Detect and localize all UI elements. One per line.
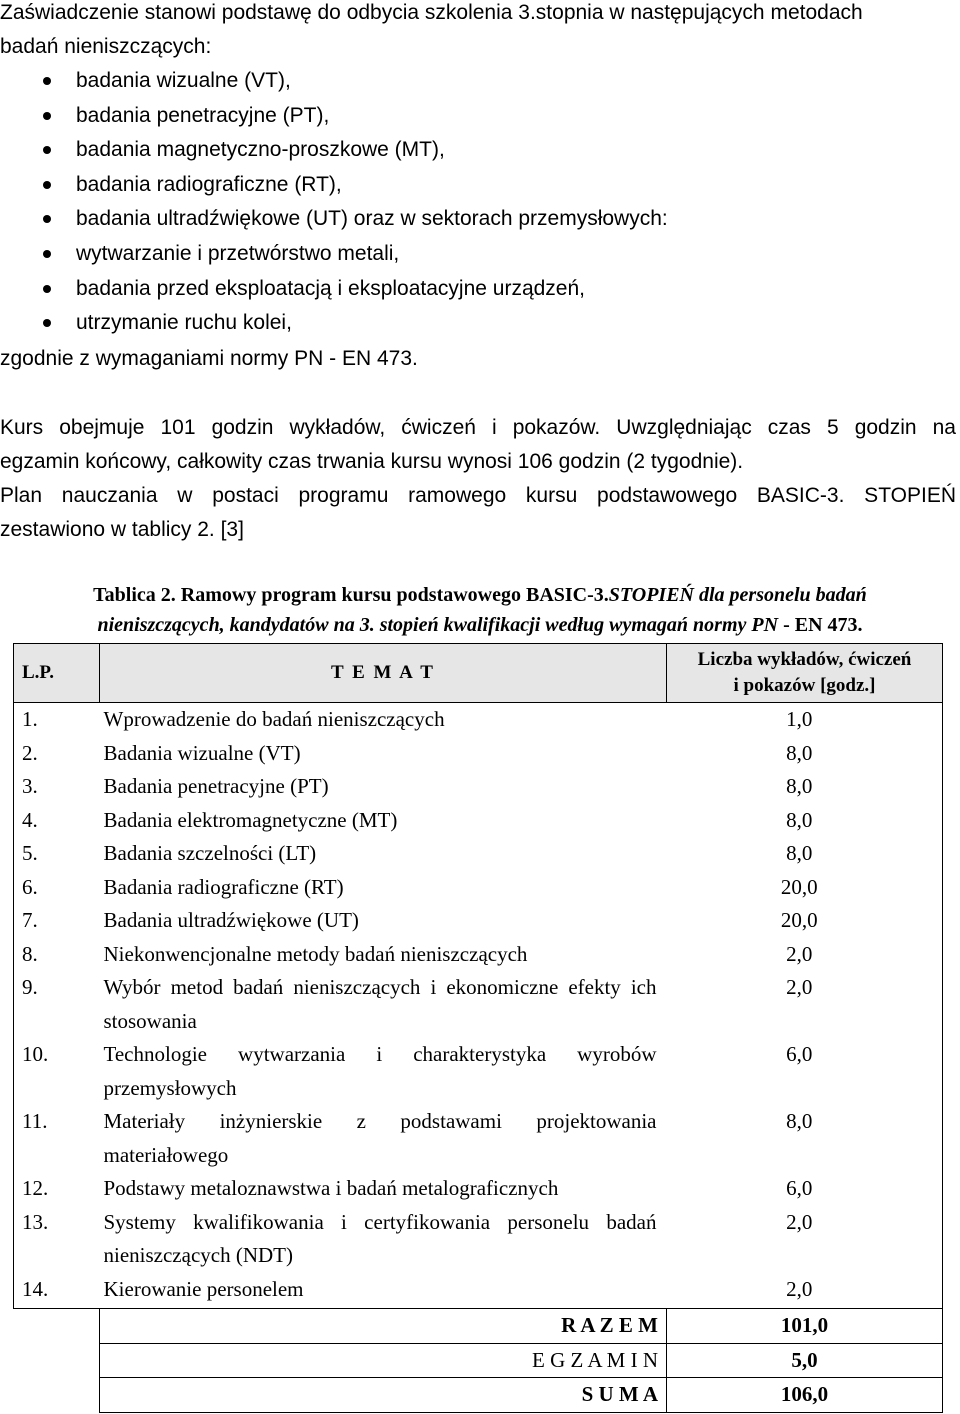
program-table bbox=[13, 643, 943, 1413]
paragraph-line-4: zestawiono w tablicy 2. [3] bbox=[0, 518, 244, 541]
paragraph-line-3: Plan nauczania w postaci programu ramowego kursu podstawowego BASIC-3. STOPIEŃ bbox=[0, 484, 956, 507]
row-topic: Technologie wytwarzania i charakterystyka wyrobów przemysłowych bbox=[103, 1042, 657, 1100]
row-hours: 6,0 bbox=[667, 1172, 943, 1206]
row-number: 3. bbox=[14, 770, 100, 804]
row-number: 1. bbox=[14, 703, 100, 737]
summary-label: S U M A bbox=[100, 1378, 667, 1413]
summary-value: 106,0 bbox=[667, 1378, 943, 1413]
summary-row-egzamin bbox=[14, 1343, 943, 1378]
caption-italic-2: nieniszczących, kandydatów na 3. stopień kwalifikacji według wymagań normy PN bbox=[97, 614, 779, 636]
summary-row-suma bbox=[14, 1378, 943, 1413]
list-item: badania penetracyjne (PT), bbox=[0, 103, 668, 138]
list-item: badania wizualne (VT), bbox=[0, 68, 668, 103]
row-topic: Niekonwencjonalne metody badań nieniszczących bbox=[103, 941, 528, 966]
table-row bbox=[14, 871, 943, 905]
paragraph-line-1: Kurs obejmuje 101 godzin wykładów, ćwiczeń i pokazów. Uwzględniając czas 5 godzin na bbox=[0, 416, 956, 439]
table-row bbox=[14, 971, 943, 1038]
table-row bbox=[14, 737, 943, 771]
list-item: wytwarzanie i przetwórstwo metali, bbox=[0, 241, 668, 276]
table-row bbox=[14, 1105, 943, 1172]
table-row bbox=[14, 703, 943, 737]
row-topic: Systemy kwalifikowania i certyfikowania personelu badań nieniszczących (NDT) bbox=[103, 1209, 657, 1267]
table-row bbox=[14, 770, 943, 804]
row-number: 6. bbox=[14, 871, 100, 905]
row-hours: 1,0 bbox=[667, 703, 943, 737]
list-item: badania ultradźwiękowe (UT) oraz w sektorach przemysłowych: bbox=[0, 206, 668, 241]
header-temat: T E M A T bbox=[100, 644, 667, 703]
row-topic: Badania penetracyjne (PT) bbox=[103, 774, 329, 798]
row-topic: Kierowanie personelem bbox=[100, 1273, 667, 1309]
row-hours: 8,0 bbox=[667, 737, 943, 771]
row-hours: 2,0 bbox=[667, 1206, 943, 1273]
row-hours: 8,0 bbox=[667, 770, 943, 804]
row-hours: 20,0 bbox=[667, 871, 943, 905]
row-number: 14. bbox=[14, 1273, 100, 1309]
row-topic: Badania wizualne (VT) bbox=[103, 740, 301, 765]
intro-line-1: Zaświadczenie stanowi podstawę do odbycia szkolenia 3.stopnia w następujących metodach bbox=[0, 1, 863, 24]
table-row bbox=[14, 837, 943, 871]
table-row bbox=[14, 804, 943, 838]
row-topic: Podstawy metaloznawstwa i badań metalograficznych bbox=[103, 1176, 559, 1200]
row-topic: Wybór metod badań nieniszczących i ekonomiczne efekty ich stosowania bbox=[103, 975, 657, 1033]
intro-line-2: badań nieniszczących: bbox=[0, 35, 212, 58]
row-topic: Badania ultradźwiękowe (UT) bbox=[103, 908, 359, 932]
caption-bold: Tablica 2. Ramowy program kursu podstawowego BASIC-3. bbox=[93, 584, 609, 606]
row-number: 7. bbox=[14, 904, 100, 938]
list-item: badania przed eksploatacją i eksploatacyjne urządzeń, bbox=[0, 276, 668, 311]
summary-spacer bbox=[14, 1309, 100, 1344]
row-number: 2. bbox=[14, 737, 100, 771]
row-hours: 2,0 bbox=[667, 971, 943, 1038]
table-row bbox=[14, 1206, 943, 1273]
paragraph-line-2: egzamin końcowy, całkowity czas trwania kursu wynosi 106 godzin (2 tygodnie). bbox=[0, 450, 744, 473]
row-number: 5. bbox=[14, 837, 100, 871]
summary-label: E G Z A M I N bbox=[100, 1343, 667, 1378]
summary-spacer bbox=[14, 1378, 100, 1413]
row-hours: 8,0 bbox=[667, 1105, 943, 1172]
row-topic: Badania szczelności (LT) bbox=[103, 841, 317, 865]
row-hours: 8,0 bbox=[667, 804, 943, 838]
row-number: 12. bbox=[14, 1172, 100, 1206]
row-number: 4. bbox=[14, 804, 100, 838]
row-number: 9. bbox=[14, 971, 100, 1038]
table-row bbox=[14, 938, 943, 972]
list-item: utrzymanie ruchu kolei, bbox=[0, 310, 668, 345]
summary-row-razem bbox=[14, 1309, 943, 1344]
row-hours: 2,0 bbox=[667, 938, 943, 972]
row-topic: Badania elektromagnetyczne (MT) bbox=[103, 807, 398, 832]
caption-italic-1: STOPIEŃ dla personelu badań bbox=[608, 584, 867, 606]
summary-value: 5,0 bbox=[667, 1343, 943, 1378]
row-hours: 2,0 bbox=[667, 1273, 943, 1309]
row-topic: Wprowadzenie do badań nieniszczących bbox=[103, 707, 445, 731]
row-number: 8. bbox=[14, 938, 100, 972]
row-number: 10. bbox=[14, 1038, 100, 1105]
header-lp: L.P. bbox=[14, 644, 100, 703]
table-caption-line-2 bbox=[0, 612, 960, 638]
caption-bold-end: - EN 473. bbox=[778, 614, 863, 636]
list-item: badania radiograficzne (RT), bbox=[0, 172, 668, 207]
summary-value: 101,0 bbox=[667, 1309, 943, 1344]
row-hours: 6,0 bbox=[667, 1038, 943, 1105]
header-hours bbox=[667, 644, 943, 703]
methods-list bbox=[0, 68, 668, 345]
row-hours: 20,0 bbox=[667, 904, 943, 938]
norm-line: zgodnie z wymaganiami normy PN - EN 473. bbox=[0, 347, 418, 370]
summary-label: R A Z E M bbox=[100, 1309, 667, 1344]
row-topic: Materiały inżynierskie z podstawami projektowania materiałowego bbox=[103, 1109, 657, 1167]
summary-spacer bbox=[14, 1343, 100, 1378]
table-row bbox=[14, 1172, 943, 1206]
header-hours-line-1: Liczba wykładów, ćwiczeń bbox=[697, 649, 912, 670]
table-row bbox=[14, 1038, 943, 1105]
list-item: badania magnetyczno-proszkowe (MT), bbox=[0, 137, 668, 172]
table-row bbox=[14, 904, 943, 938]
row-topic: Badania radiograficzne (RT) bbox=[103, 874, 344, 899]
table-caption-line-1 bbox=[0, 582, 960, 608]
row-hours: 8,0 bbox=[667, 837, 943, 871]
table-header-row bbox=[14, 644, 943, 703]
table-row bbox=[14, 1273, 943, 1309]
row-number: 13. bbox=[14, 1206, 100, 1273]
header-hours-line-2: i pokazów [godz.] bbox=[733, 675, 876, 696]
row-number: 11. bbox=[14, 1105, 100, 1172]
